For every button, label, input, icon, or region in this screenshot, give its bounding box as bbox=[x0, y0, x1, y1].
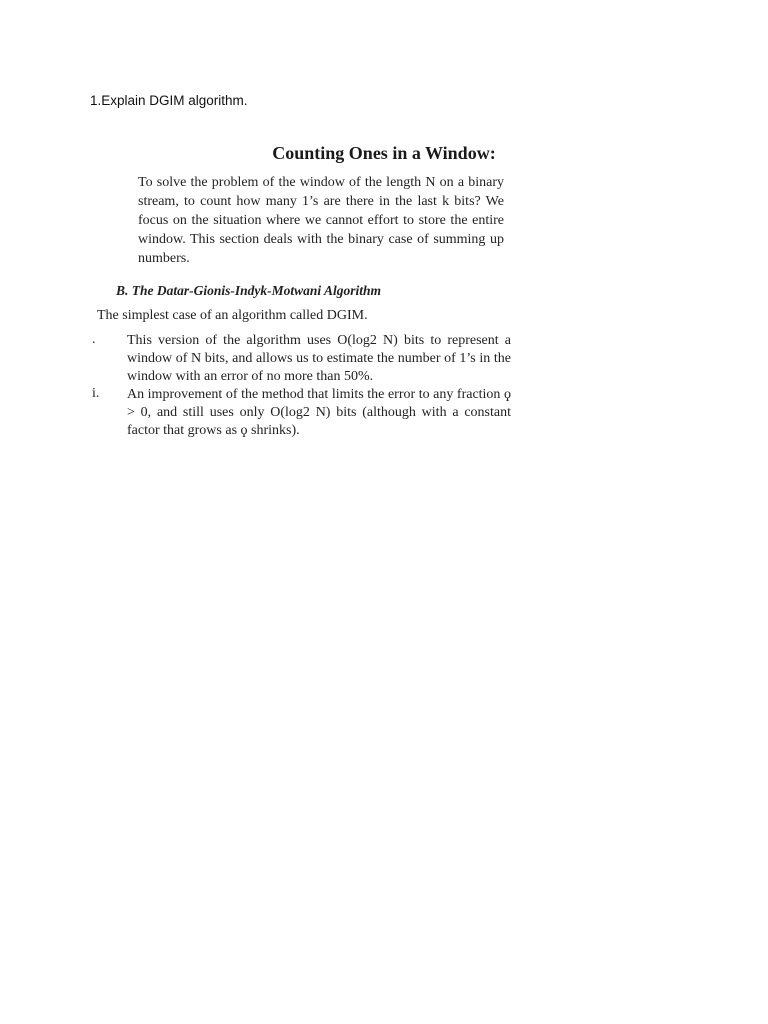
intro-sentence: The simplest case of an algorithm called DGIM. bbox=[97, 308, 368, 323]
list-item bbox=[0, 386, 768, 440]
list-item-text: This version of the algorithm uses O(log2 N) bits to represent a window of N bits, and allows us to estimate the number of 1’s in the window with an error of no more than 50%. bbox=[127, 333, 511, 384]
list-marker: . bbox=[92, 332, 96, 347]
list-item bbox=[0, 332, 768, 386]
list-item-text: An improvement of the method that limits the error to any fraction ϙ > 0, and still uses only O(log2 N) bits (although with a constant factor that grows as ϙ shrinks). bbox=[127, 387, 511, 438]
excerpt-heading: Counting Ones in a Window: bbox=[272, 143, 496, 163]
list-marker: i. bbox=[92, 386, 100, 401]
question-text: 1.Explain DGIM algorithm. bbox=[90, 93, 248, 108]
section-title: B. The Datar-Gionis-Indyk-Motwani Algorithm bbox=[116, 283, 382, 298]
excerpt-paragraph: To solve the problem of the window of the length N on a binary stream, to count how many 1’s are there in the last k bits? We focus on the situation where we cannot effort to store the entire window. This section deals with the binary case of summing up numbers. bbox=[138, 175, 504, 266]
algorithm-list bbox=[0, 332, 768, 440]
